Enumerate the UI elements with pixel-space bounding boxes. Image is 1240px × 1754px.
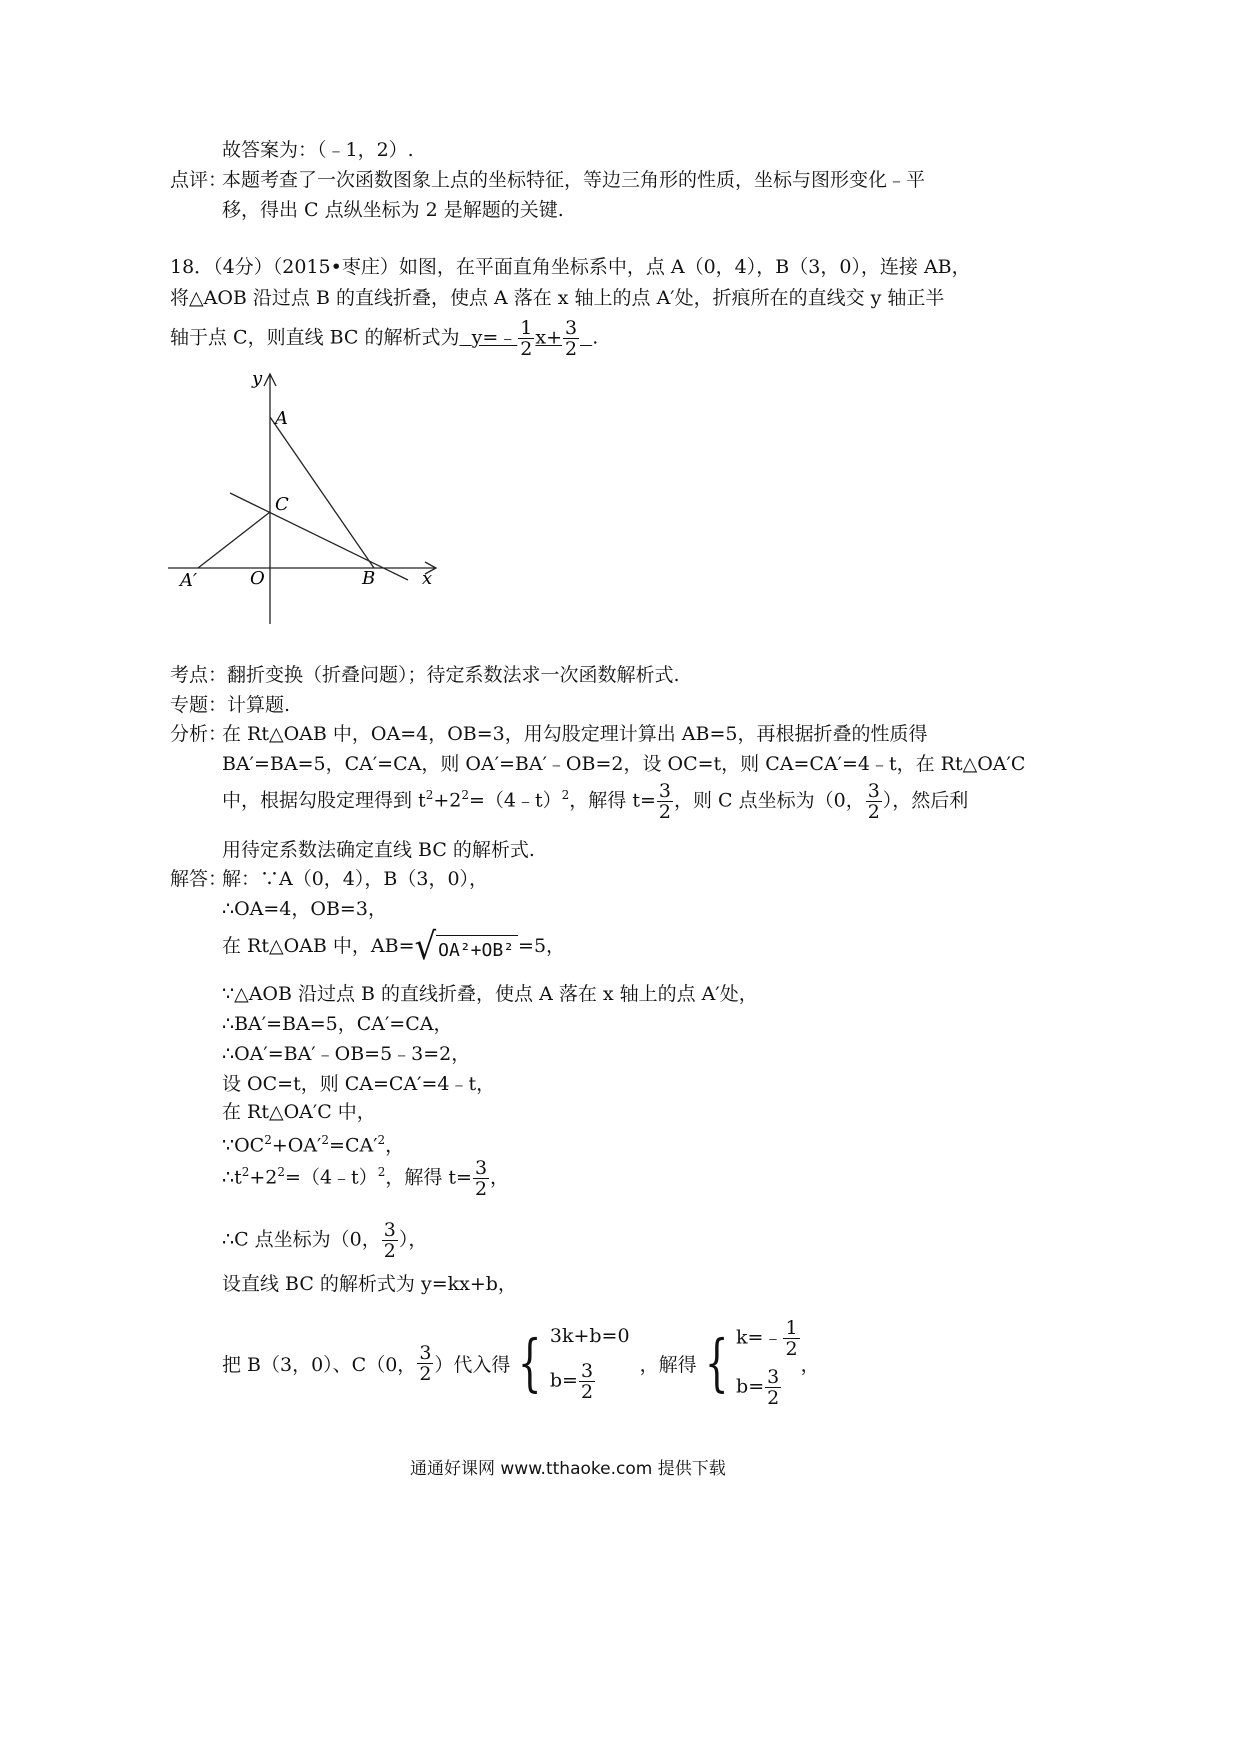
fenxi-line-1: 在 Rt△OAB 中，OA=4，OB=3，用勾股定理计算出 AB=5，再根据折叠的性质得 (222, 723, 928, 745)
fenxi-line-4: 用待定系数法确定直线 BC 的解析式. (222, 839, 535, 861)
fenxi-line-3: 中，根据勾股定理得到 $t^2+2^2=(4﹣t)^2$，解得 t= $\frac{3}{2}$ ，则 C 点坐标为（0， $\frac{3}{2}$ ），然后利 (222, 780, 969, 823)
comment-line-1: 本题考查了一次函数图象上点的坐标特征，等边三角形的性质，坐标与图形变化﹣平 (222, 169, 926, 191)
solution-step-9: $\because OC^2+OA'^2=CA'^2$， (222, 1133, 405, 1157)
left-brace-icon: { (704, 1326, 729, 1399)
coordinate-figure (160, 362, 460, 627)
segment-AprimeC (198, 512, 270, 568)
fenxi-line-2: BA′=BA=5，CA′=CA，则 OA′=BA′﹣OB=2，设 OC=t，则 CA=CA′=4﹣t，在 Rt△OA′C (222, 753, 1026, 775)
comment-label: 点评： (170, 169, 228, 191)
label-A-prime: A′ (180, 570, 198, 591)
label-y: y (252, 368, 263, 389)
solution-step-4: ∵△AOB 沿过点 B 的直线折叠，使点 A 落在 x 轴上的点 A′处， (222, 983, 758, 1005)
label-x: x (422, 568, 433, 589)
label-C: C (275, 494, 289, 515)
solution-system: k=﹣ $\frac{1}{2}$ b= $\frac{3}{2}$ (736, 1317, 798, 1409)
label-O: O (250, 568, 265, 589)
segment-AB (270, 417, 374, 568)
answer-part-2: x+ (535, 326, 562, 349)
answer-part: y=﹣ (471, 326, 518, 349)
fenxi-label: 分析： (170, 723, 228, 745)
equation-system: 3k+b=0 b= $\frac{3}{2}$ (549, 1324, 630, 1403)
comment-line-2: 移，得出 C 点纵坐标为 2 是解题的关键. (222, 199, 564, 221)
problem-line-1: 18．（4分）（2015•枣庄）如图，在平面直角坐标系中，点 A（0，4），B（3，0），连接 AB， (170, 256, 971, 278)
problem-line-3 (170, 318, 598, 359)
answer-fraction-2: $\frac{3}{2}$ (565, 317, 578, 360)
label-A: A (275, 408, 288, 429)
answer-blank (460, 318, 593, 359)
fraction-three-halves: $\frac{3}{2}$ (474, 1157, 488, 1200)
answer-fraction-1: $\frac{1}{2}$ (520, 317, 533, 360)
solution-step-11: ∴C 点坐标为（0， $\frac{3}{2}$ ）， (222, 1219, 428, 1262)
solution-step-6: ∴OA′=BA′﹣OB=5﹣3=2， (222, 1043, 471, 1065)
solution-step-1: 解：∵A（0，4），B（3，0）， (222, 868, 489, 890)
problem-line-3-prefix: 轴于点 C，则直线 BC 的解析式为 (170, 326, 460, 349)
solution-step-10: $\therefore t^2+2^2=(4﹣t)^2$，解得 t= $\frac{3}{2}$ ， (222, 1157, 510, 1200)
problem-line-2: 将△AOB 沿过点 B 的直线折叠，使点 A 落在 x 轴上的点 A′处，折痕所在的直线交 y 轴正半 (170, 287, 945, 309)
label-B: B (362, 568, 376, 589)
kaodian: 考点：翻折变换（折叠问题）；待定系数法求一次函数解析式. (170, 664, 680, 686)
footer-text: 通通好课网 www.tthaoke.com 提供下载 (410, 1459, 726, 1479)
fold-line-BC (230, 493, 408, 580)
solution-step-7: 设 OC=t，则 CA=CA′=4﹣t， (222, 1073, 496, 1095)
fraction-three-halves: $\frac{3}{2}$ (580, 1359, 594, 1403)
problem-line-3-suffix: . (592, 326, 599, 349)
fraction-three-halves: $\frac{3}{2}$ (419, 1341, 432, 1385)
solution-step-13: 把 B（3，0）、C（0， $\frac{3}{2}$ ）代入得 { 3k+b=0 b= $\frac{3}{2}$ ，解得 { k=﹣ $\frac{1}{2}$ b= $\frac{3}{2}$ ， (222, 1317, 820, 1409)
left-brace-icon: { (518, 1326, 542, 1399)
fraction-three-halves: $\frac{3}{2}$ (658, 780, 671, 823)
solution-step-12: 设直线 BC 的解析式为 y=kx+b， (222, 1273, 517, 1295)
zhuanti: 专题：计算题. (170, 694, 291, 716)
fraction-three-halves: $\frac{3}{2}$ (383, 1219, 396, 1262)
solution-step-8: 在 Rt△OA′C 中， (222, 1101, 376, 1123)
fraction-one-half: $\frac{1}{2}$ (785, 1317, 798, 1360)
fraction-three-halves: $\frac{3}{2}$ (767, 1366, 780, 1409)
solution-step-2: ∴OA=4，OB=3， (222, 898, 387, 920)
answer-line: 故答案为：（﹣1，2）. (222, 139, 414, 161)
solution-step-3: 在 Rt△OAB 中，AB= √ OA²+OB² =5， (222, 925, 566, 969)
radical-icon: √ (414, 925, 437, 969)
sqrt-expression: √ OA²+OB² (415, 930, 519, 964)
solution-label: 解答： (170, 868, 228, 890)
solution-step-5: ∴BA′=BA=5，CA′=CA， (222, 1013, 453, 1035)
fraction-three-halves: $\frac{3}{2}$ (867, 780, 880, 823)
